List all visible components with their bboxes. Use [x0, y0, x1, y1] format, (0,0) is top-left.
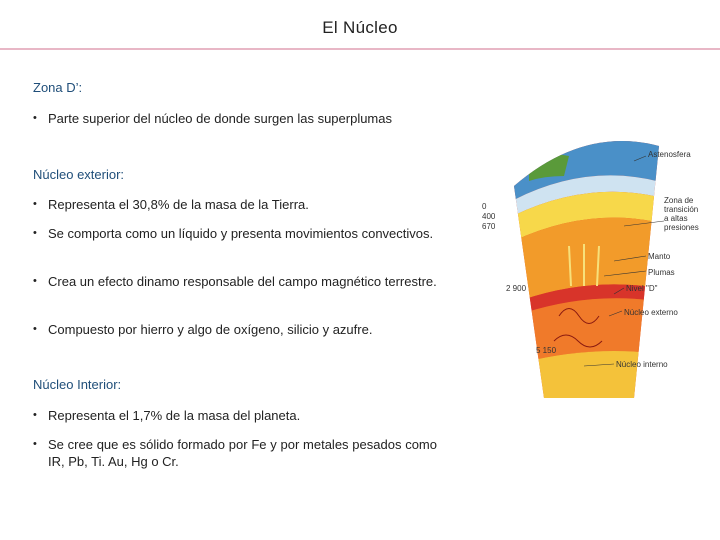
earth-wedge-illustration	[474, 126, 702, 398]
label-nucleo-interno: Núcleo interno	[616, 360, 668, 369]
bullet-item	[33, 110, 437, 127]
heading-nucleo-exterior: Núcleo exterior:	[33, 167, 125, 182]
bullet-text: Parte superior del núcleo de donde surgen las superplumas	[48, 111, 392, 126]
title-divider	[0, 48, 720, 50]
depth-label: 400	[482, 212, 496, 221]
depth-label: 0	[482, 202, 487, 211]
label-plumas: Plumas	[648, 268, 675, 277]
bullet-icon: •	[33, 438, 37, 450]
depth-label: 5 150	[536, 346, 557, 355]
label-nivel-d: Nivel "D"	[626, 284, 658, 293]
heading-zona-d: Zona D’:	[33, 80, 83, 95]
bullet-item	[33, 321, 437, 338]
earth-cross-section-figure	[474, 126, 702, 398]
label-astenosfera: Astenosfera	[648, 150, 691, 159]
bullet-icon: •	[33, 227, 37, 239]
heading-nucleo-interior: Núcleo Interior:	[33, 377, 122, 392]
bullet-icon: •	[33, 323, 37, 335]
bullet-item	[33, 225, 437, 242]
bullet-item	[33, 436, 437, 470]
bullet-icon: •	[33, 198, 37, 210]
bullet-icon: •	[33, 112, 37, 124]
bullet-text: Se comporta como un líquido y presenta movimientos convectivos.	[48, 226, 434, 241]
depth-label: 2 900	[506, 284, 527, 293]
bullet-icon: •	[33, 409, 37, 421]
bullet-text: Se cree que es sólido formado por Fe y por metales pesados como IR, Pb, Ti. Au, Hg o Cr.	[48, 437, 437, 469]
label-nucleo-externo: Núcleo externo	[624, 308, 678, 317]
depth-label: 670	[482, 222, 496, 231]
bullet-text: Compuesto por hierro y algo de oxígeno, silicio y azufre.	[48, 322, 373, 337]
bullet-text: Crea un efecto dinamo responsable del campo magnético terrestre.	[48, 274, 437, 289]
bullet-item	[33, 273, 437, 290]
bullet-text: Representa el 30,8% de la masa de la Tierra.	[48, 197, 309, 212]
inner-core-layer	[494, 351, 674, 398]
bullet-item	[33, 196, 437, 213]
bullet-icon: •	[33, 275, 37, 287]
bullet-item	[33, 407, 437, 424]
bullet-text: Representa el 1,7% de la masa del planeta.	[48, 408, 301, 423]
label-manto: Manto	[648, 252, 671, 261]
label-zona-transicion: Zona de transición a altas presiones	[664, 196, 699, 232]
slide-title: El Núcleo	[322, 18, 398, 37]
